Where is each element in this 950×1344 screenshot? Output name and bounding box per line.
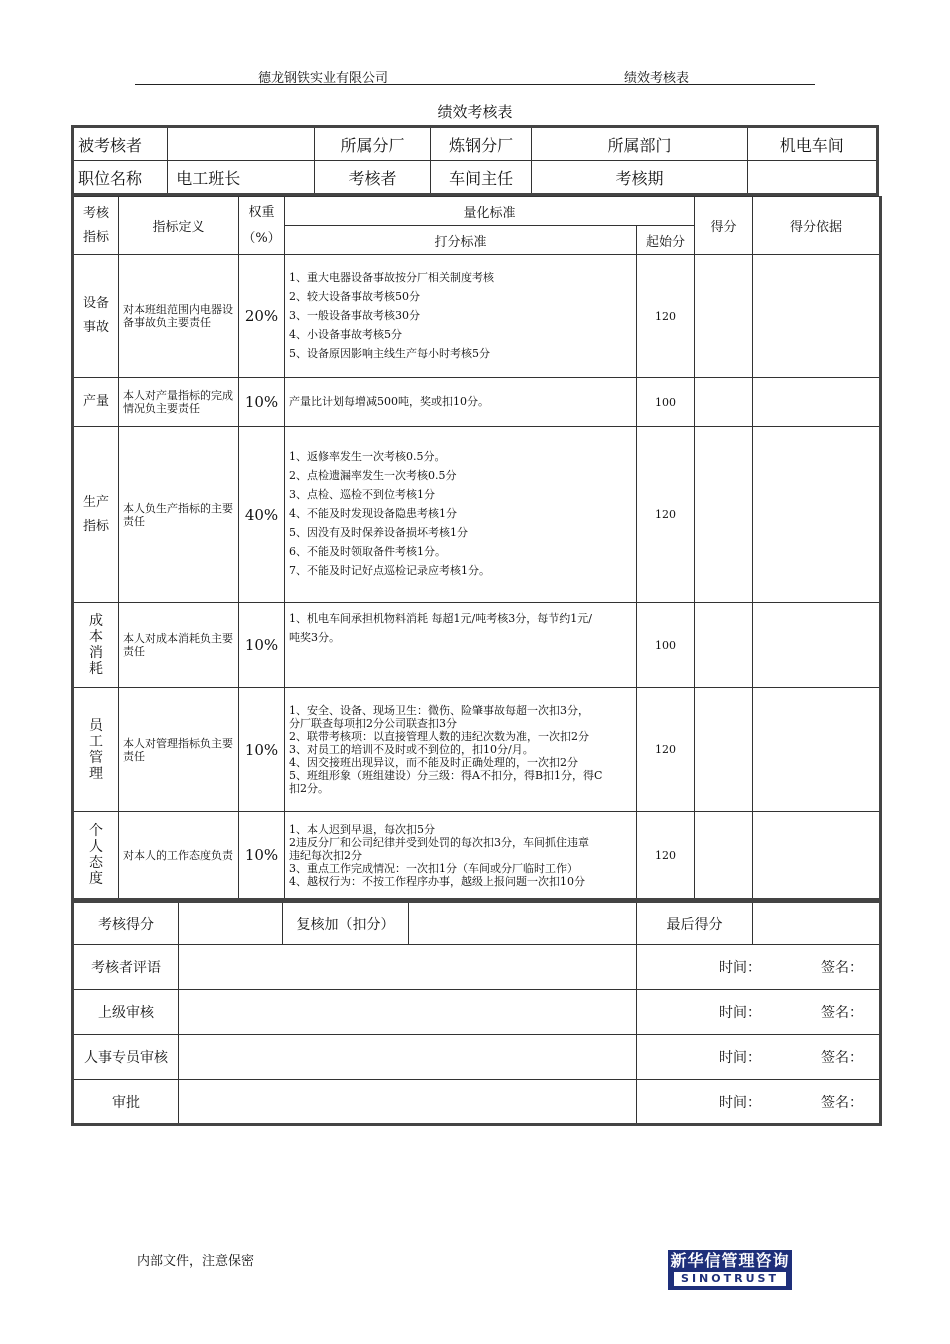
criteria-header: 打分标准 (285, 226, 637, 255)
sign-label: 签名： (821, 1005, 863, 1021)
hr-signoff (637, 1035, 881, 1080)
criteria-line: 分厂联查每项扣2分公司联查扣3分 (289, 717, 457, 730)
approve-field[interactable] (179, 1080, 637, 1125)
criteria-line: 违纪每次扣2分 (289, 848, 362, 862)
row-score-cell[interactable] (695, 427, 753, 603)
score-header: 得分 (695, 197, 753, 255)
row-base: 100 (637, 378, 695, 427)
row-base: 120 (637, 688, 695, 812)
weight-header-line1: 权重 (248, 204, 275, 220)
row-category-line2: 指标 (82, 518, 109, 534)
table-row (73, 255, 881, 378)
row-category-line1: 生产 (82, 494, 109, 510)
criteria-line: 5、因没有及时保养设备损坏考核1分 (289, 526, 468, 539)
final-label: 最后得分 (637, 902, 753, 945)
row-score-cell[interactable] (695, 255, 753, 378)
table-row (73, 378, 881, 427)
row-criteria (285, 603, 637, 688)
sign-label: 签名： (821, 1094, 863, 1111)
header-rule (135, 84, 815, 85)
weight-header (239, 197, 285, 255)
plant-label: 所属分厂 (315, 127, 431, 161)
hr-field[interactable] (179, 1035, 637, 1080)
row-weight: 40% (239, 427, 285, 603)
plant-value: 炼钢分厂 (430, 127, 531, 161)
row-definition: 本人对产量指标的完成情况负主要责任 (119, 378, 239, 427)
row-definition: 本人对管理指标负主要责任 (119, 688, 239, 812)
definition-header: 指标定义 (119, 197, 239, 255)
superior-field[interactable] (179, 990, 637, 1035)
scoring-table (71, 196, 882, 901)
period-label: 考核期 (532, 161, 747, 195)
assessor-label: 考核者 (315, 161, 431, 195)
criteria-line: 4、不能及时发现设备隐患考核1分 (289, 507, 457, 520)
row-base: 100 (637, 603, 695, 688)
logo-text-en: SINOTRUST (674, 1272, 786, 1286)
confidential-note: 内部文件，注意保密 (137, 1254, 255, 1269)
row-score-cell[interactable] (695, 688, 753, 812)
row-score-cell[interactable] (695, 378, 753, 427)
row-basis-cell[interactable] (753, 603, 881, 688)
table-row (73, 688, 881, 812)
time-label: 时间： (719, 1050, 761, 1066)
row-definition: 本人负生产指标的主要责任 (119, 427, 239, 603)
criteria-line: 4、越权行为：不按工作程序办事，越级上报问题一次扣10分 (289, 874, 585, 888)
logo-text-cn: 新华信管理咨询 (670, 1251, 790, 1270)
row-score-cell[interactable] (695, 812, 753, 900)
row-criteria (285, 378, 637, 427)
superior-label: 上级审核 (73, 990, 179, 1035)
criteria-line: 2、联带考核项：以直接管理人数的违纪次数为准，一次扣2分 (289, 730, 589, 743)
comment-label: 考核者评语 (73, 945, 179, 990)
indicator-header-line1: 考核 (82, 205, 109, 221)
dept-label: 所属部门 (532, 127, 747, 161)
criteria-line: 5、设备原因影响主线生产每小时考核5分 (289, 346, 490, 360)
time-label: 时间： (719, 1005, 761, 1021)
row-criteria (285, 812, 637, 900)
indicator-header-line2: 指标 (82, 229, 109, 245)
time-label: 时间： (719, 1094, 761, 1111)
indicator-header (73, 197, 119, 255)
criteria-line: 3、一般设备事故考核30分 (289, 308, 420, 322)
criteria-line: 1、安全、设备、现场卫生：微伤、险肇事故每超一次扣3分， (289, 704, 589, 717)
review-label: 复核加（扣分） (283, 902, 409, 945)
row-category-line2: 事故 (82, 320, 109, 335)
row-weight: 20% (239, 255, 285, 378)
row-weight: 10% (239, 603, 285, 688)
row-category-text: 员工管理 (89, 717, 103, 782)
row-category (73, 688, 119, 812)
criteria-line: 5、班组形象（班组建设）分三级：得A不扣分，得B扣1分，得C (289, 769, 603, 782)
row-category (73, 255, 119, 378)
table-row (73, 427, 881, 603)
comment-field[interactable] (179, 945, 637, 990)
criteria-line: 4、因交接班出现异议，而不能及时正确处理的，一次扣2分 (289, 756, 578, 769)
row-basis-cell[interactable] (753, 427, 881, 603)
hr-label: 人事专员审核 (73, 1035, 179, 1080)
assessee-field[interactable] (168, 127, 315, 161)
base-header: 起始分 (637, 226, 695, 255)
sign-label: 签名： (821, 1050, 863, 1066)
criteria-line: 6、不能及时领取备件考核1分。 (289, 545, 446, 558)
header-doc-title: 绩效考核表 (624, 71, 690, 86)
row-score-cell[interactable] (695, 603, 753, 688)
assessor-value: 车间主任 (430, 161, 531, 195)
position-label: 职位名称 (73, 161, 168, 195)
superior-signoff (637, 990, 881, 1035)
criteria-line: 1、重大电器设备事故按分厂相关制度考核 (289, 270, 494, 284)
row-criteria (285, 255, 637, 378)
row-definition: 对本人的工作态度负责 (119, 812, 239, 900)
criteria-line: 产量比计划每增减500吨，奖或扣10分。 (289, 395, 489, 408)
assessee-label: 被考核者 (73, 127, 168, 161)
row-category (73, 603, 119, 688)
row-criteria (285, 427, 637, 603)
header-company: 德龙钢铁实业有限公司 (258, 71, 389, 86)
row-category (73, 427, 119, 603)
row-category: 产量 (73, 378, 119, 427)
row-weight: 10% (239, 812, 285, 900)
criteria-line: 2、较大设备事故考核50分 (289, 289, 420, 303)
position-value: 电工班长 (168, 161, 315, 195)
row-base: 120 (637, 812, 695, 900)
approve-signoff (637, 1080, 881, 1125)
criteria-line: 2违反分厂和公司纪律并受到处罚的每次扣3分，车间抓住违章 (289, 835, 589, 849)
row-base: 120 (637, 255, 695, 378)
criteria-line: 7、不能及时记好点巡检记录应考核1分。 (289, 564, 490, 577)
sign-label: 签名： (821, 960, 863, 976)
approve-label: 审批 (73, 1080, 179, 1125)
row-base: 120 (637, 427, 695, 603)
row-weight: 10% (239, 688, 285, 812)
row-category-line1: 设备 (82, 296, 109, 311)
comment-signoff (637, 945, 881, 990)
page-title: 绩效考核表 (437, 103, 513, 121)
sinotrust-logo (668, 1250, 792, 1290)
criteria-line: 吨奖3分。 (289, 631, 340, 644)
info-table (71, 125, 879, 196)
criteria-line: 1、返修率发生一次考核0.5分。 (289, 450, 446, 463)
score-field[interactable] (179, 902, 283, 945)
weight-header-line2: （%） (242, 230, 281, 246)
period-field[interactable] (747, 161, 877, 195)
criteria-line: 3、点检、巡检不到位考核1分 (289, 488, 435, 501)
criteria-line: 4、小设备事故考核5分 (289, 327, 402, 341)
criteria-line: 2、点检遗漏率发生一次考核0.5分 (289, 469, 457, 482)
row-basis-cell[interactable] (753, 688, 881, 812)
row-category-text: 成本消耗 (89, 613, 103, 677)
quant-header: 量化标准 (285, 197, 695, 226)
criteria-line: 扣2分。 (289, 782, 329, 795)
basis-header: 得分依据 (753, 197, 881, 255)
row-category (73, 812, 119, 900)
criteria-line: 1、机电车间承担机物料消耗 每超1元/吨考核3分，每节约1元/ (289, 612, 592, 625)
criteria-line: 3、对员工的培训不及时或不到位的，扣10分/月。 (289, 743, 534, 756)
row-basis-cell[interactable] (753, 378, 881, 427)
criteria-line: 3、重点工作完成情况：一次扣1分（车间或分厂临时工作） (289, 861, 578, 875)
row-definition: 本人对成本消耗负主要责任 (119, 603, 239, 688)
table-row (73, 603, 881, 688)
dept-value: 机电车间 (747, 127, 877, 161)
row-criteria (285, 688, 637, 812)
time-label: 时间： (719, 960, 761, 976)
row-definition: 对本班组范围内电器设备事故负主要责任 (119, 255, 239, 378)
row-category-text: 个人态度 (89, 823, 103, 887)
table-row (73, 812, 881, 900)
score-label: 考核得分 (73, 902, 179, 945)
criteria-line: 1、本人迟到早退，每次扣5分 (289, 822, 435, 836)
approval-table (71, 900, 882, 1126)
final-field[interactable] (753, 902, 881, 945)
row-weight: 10% (239, 378, 285, 427)
row-basis-cell[interactable] (753, 255, 881, 378)
review-field[interactable] (409, 902, 637, 945)
row-basis-cell[interactable] (753, 812, 881, 900)
